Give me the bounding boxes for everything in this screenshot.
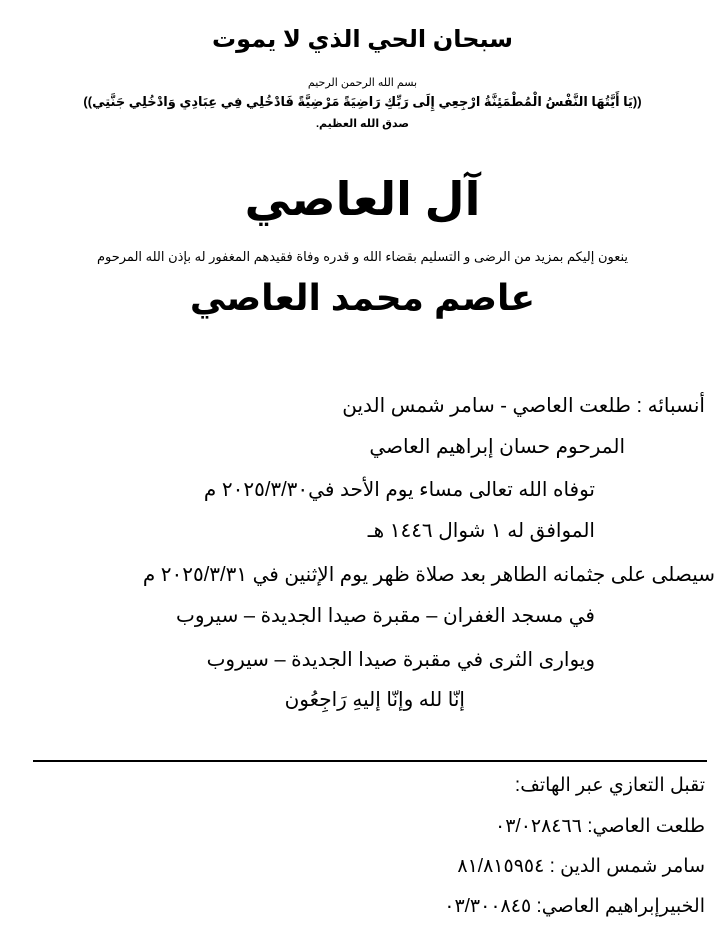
quran-verse: ((يَا أَيَّتُهَا النَّفْسُ الْمُطْمَئِنَّةُ ارْجِعِي إِلَى رَبِّكِ رَاضِيَةً مَرْضِيَّةً فَادْخُلِي فِي عِبَادِي وَادْخُلِي جَنَّتِي)) [83,94,642,109]
closing-verse: إنّا لله وإنّا إليهِ رَاجِعُون [284,689,465,711]
family-name: آل العاصي [244,173,481,225]
hijri-date-line: الموافق له ١ شوال ١٤٤٦ هـ [367,520,595,542]
funeral-prayer-line: سيصلى على جثمانه الطاهر بعد صلاة ظهر يوم الإثنين في ٢٠٢٥/٣/٣١ م [142,564,715,586]
in-laws-line: أنسبائه : طلعت العاصي - سامر شمس الدين [342,395,705,417]
late-relative-line: المرحوم حسان إبراهيم العاصي [369,436,625,458]
announcement: ينعون إليكم بمزيد من الرضى و التسليم بقضاء الله و قدره وفاة فقيدهم المغفور له بإذن الله المرحوم [96,249,629,264]
burial-line: ويوارى الثرى في مقبرة صيدا الجديدة – سيروب [206,649,595,671]
death-date-line: توفاه الله تعالى مساء يوم الأحد في٢٠٢٥/٣/٣٠ م [203,479,595,501]
contact-line: سامر شمس الدين : ٨١/٨١٥٩٥٤ [457,856,705,877]
mosque-line: في مسجد الغفران – مقبرة صيدا الجديدة – سيروب [176,605,595,627]
basmala: بسم الله الرحمن الرحيم [307,77,418,89]
deceased-name: عاصم محمد العاصي [189,277,536,318]
contact-line: الخبيرإبراهيم العاصي: ٠٣/٣٠٠٨٤٥ [444,896,705,917]
verse-closing: صدق الله العظيم. [316,118,409,130]
contact-line: طلعت العاصي: ٠٣/٠٢٨٤٦٦ [495,816,705,837]
header-title: سبحان الحي الذي لا يموت [212,26,513,53]
condolences-heading: تقبل التعازي عبر الهاتف: [514,775,705,796]
divider [33,760,707,762]
